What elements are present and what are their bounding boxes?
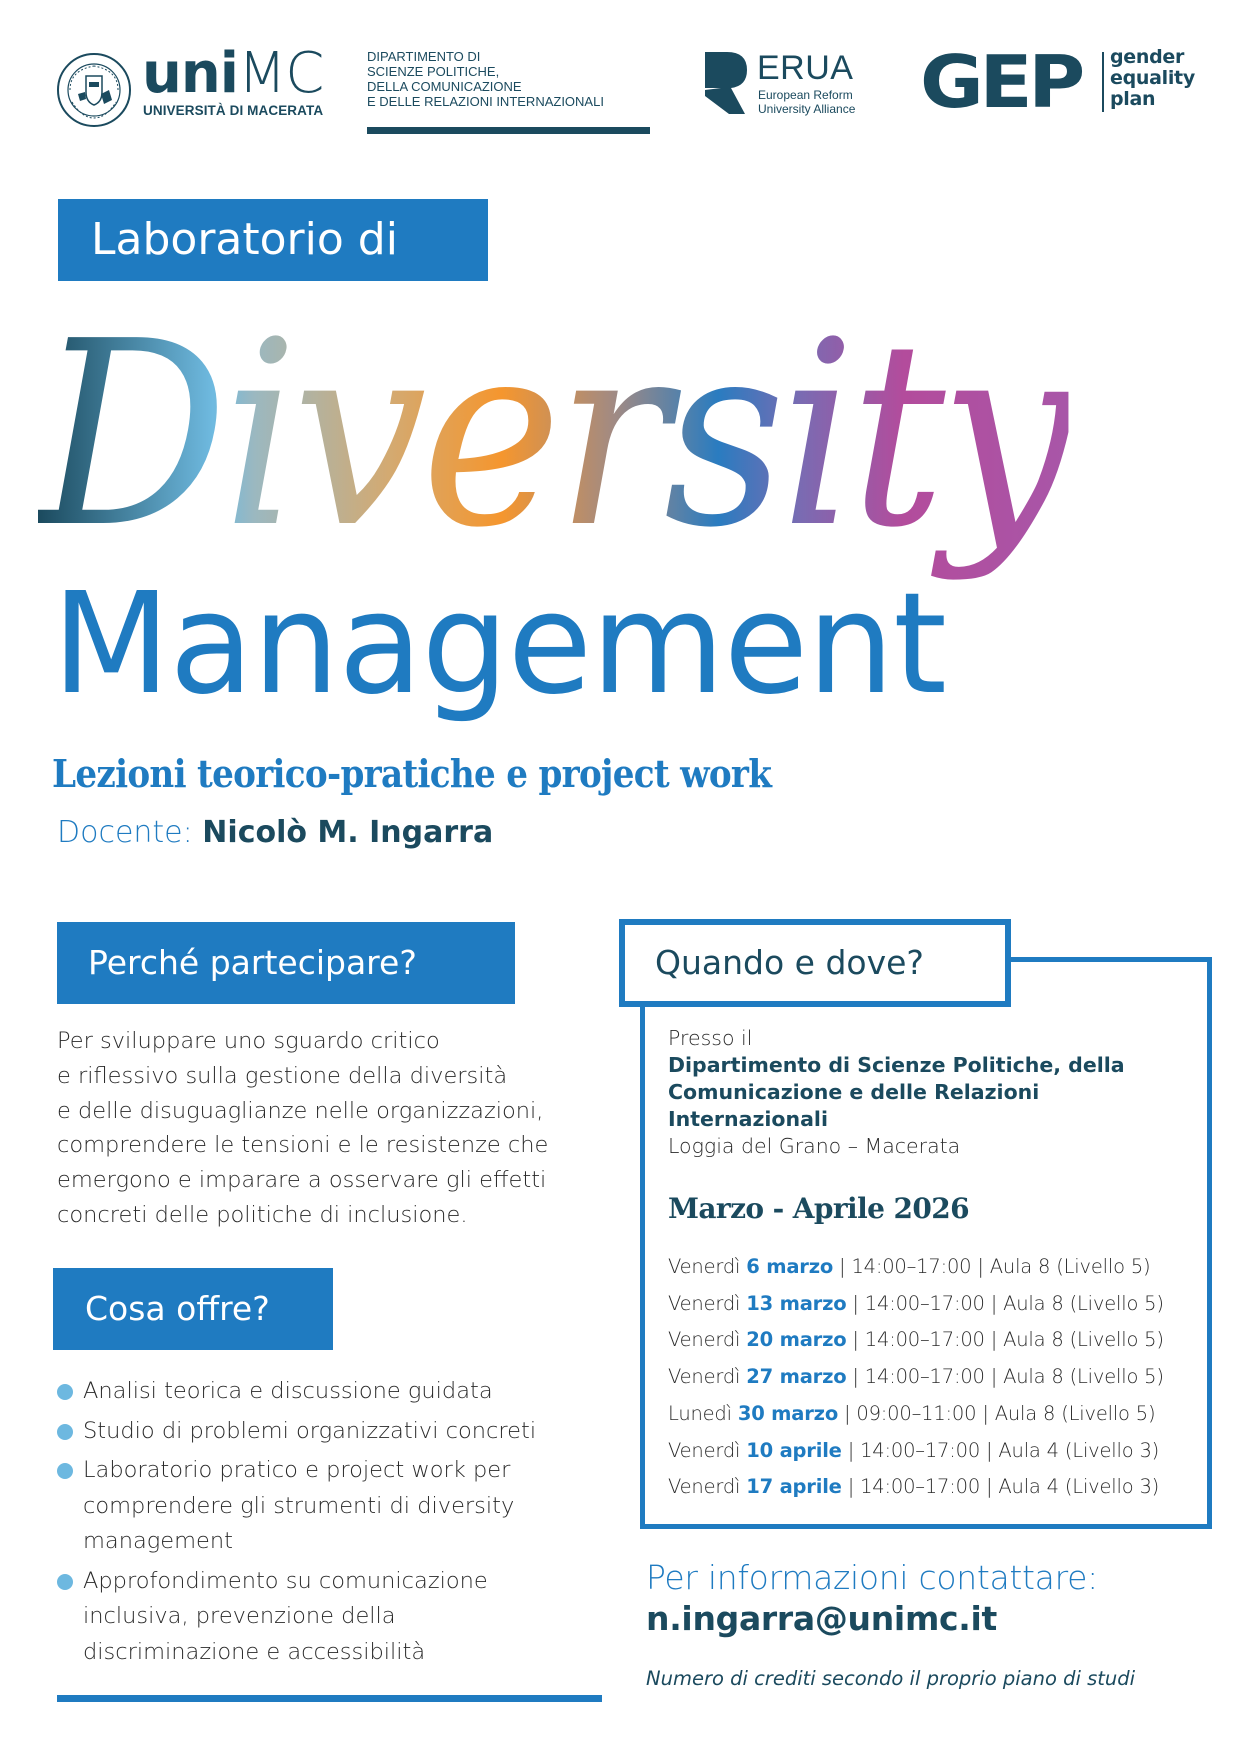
schedule-time: 14:00–17:00 — [860, 1438, 981, 1462]
schedule-row — [668, 1469, 1208, 1506]
separator: | — [846, 1365, 865, 1389]
schedule-date: 10 aprile — [746, 1438, 842, 1462]
title-diversity: Diversity — [38, 287, 1069, 584]
offer-item — [57, 1564, 557, 1671]
erua-logo-subtitle — [758, 88, 855, 116]
separator: | — [838, 1401, 857, 1425]
bullet-dot-icon — [57, 1574, 73, 1590]
separator: | — [980, 1438, 999, 1462]
docente-label: Docente: — [57, 815, 193, 850]
schedule-room: Aula 8 (Livello 5) — [1003, 1365, 1164, 1389]
offer-list — [57, 1374, 617, 1674]
why-line: e delle disuguaglianze nelle organizzazioni, — [57, 1097, 544, 1124]
bullet-dot-icon — [57, 1424, 73, 1440]
bullet-dot-icon — [57, 1384, 73, 1400]
schedule-room: Aula 8 (Livello 5) — [994, 1401, 1156, 1425]
period-heading: Marzo - Aprile 2026 — [668, 1192, 970, 1225]
bullet-dot-icon — [57, 1463, 73, 1479]
contact-label: Per informazioni contattare: — [646, 1558, 1098, 1597]
separator: | — [984, 1291, 1004, 1315]
schedule-day: Venerdì — [668, 1475, 741, 1499]
offer-item — [57, 1374, 617, 1410]
schedule-room: Aula 8 (Livello 5) — [1003, 1291, 1164, 1315]
erua-subtitle-line: University Alliance — [758, 102, 856, 116]
gep-logo-title: GEP — [920, 40, 1081, 124]
offer-item-text: Laboratorio pratico e project work per comprendere gli strumenti di diversity management — [83, 1457, 515, 1554]
schedule-list — [668, 1249, 1208, 1506]
schedule-row — [668, 1322, 1208, 1359]
subtitle: Lezioni teorico-pratiche e project work — [52, 751, 772, 796]
schedule-time: 14:00–17:00 — [864, 1328, 985, 1352]
why-heading: Perché partecipare? — [57, 922, 515, 1004]
erua-logo-title: ERUA — [757, 49, 854, 87]
unimc-logo-mc: MC — [237, 41, 324, 106]
separator: | — [846, 1291, 865, 1315]
title-management: Management — [52, 563, 947, 726]
separator: | — [971, 1255, 990, 1278]
department-line: DIPARTIMENTO DI — [367, 49, 481, 64]
department-underline — [367, 127, 650, 134]
department-line: E DELLE RELAZIONI INTERNAZIONALI — [367, 94, 604, 109]
department-line: DELLA COMUNICAZIONE — [367, 79, 522, 94]
unimc-logo-uni: uni — [142, 41, 238, 106]
unimc-logo-subtitle: UNIVERSITÀ DI MACERATA — [143, 103, 324, 118]
gep-subtitle-line: gender — [1110, 46, 1185, 68]
schedule-room: Aula 8 (Livello 5) — [1003, 1328, 1164, 1352]
title-prefix-badge: Laboratorio di — [58, 199, 488, 281]
venue-location: Loggia del Grano – Macerata — [668, 1134, 961, 1158]
schedule-room: Aula 4 (Livello 3) — [998, 1438, 1160, 1462]
schedule-day: Venerdì — [668, 1438, 741, 1462]
offer-item-text: Studio di problemi organizzativi concreti — [83, 1417, 537, 1444]
why-line: e riflessivo sulla gestione della diversità — [57, 1062, 508, 1089]
separator: | — [984, 1365, 1004, 1389]
offer-heading: Cosa offre? — [53, 1268, 333, 1350]
schedule-time: 14:00–17:00 — [860, 1475, 981, 1499]
credits-note: Numero di crediti secondo il proprio piano di studi — [646, 1667, 1136, 1690]
department-line: SCIENZE POLITICHE, — [367, 64, 500, 79]
schedule-date: 17 aprile — [746, 1475, 842, 1499]
schedule-day: Lunedì — [668, 1401, 732, 1425]
unimc-logo — [142, 41, 324, 106]
venue-presso: Presso il — [668, 1026, 753, 1050]
schedule-day: Venerdì — [668, 1365, 741, 1389]
schedule-time: 14:00–17:00 — [851, 1255, 972, 1278]
when-where-heading: Quando e dove? — [619, 919, 1011, 1007]
gep-subtitle-line: equality — [1110, 67, 1195, 89]
erua-r-mark-icon — [705, 52, 747, 114]
separator: | — [841, 1438, 861, 1462]
why-line: emergono e imparare a osservare gli effetti — [57, 1167, 547, 1194]
schedule-row — [668, 1359, 1208, 1396]
schedule-row — [668, 1286, 1208, 1323]
schedule-day: Venerdì — [668, 1291, 741, 1315]
schedule-time: 14:00–17:00 — [864, 1365, 985, 1389]
gep-subtitle-line: plan — [1110, 88, 1156, 110]
separator: | — [980, 1475, 999, 1499]
docente-line — [57, 813, 493, 853]
contact-email-link[interactable]: n.ingarra@unimc.it — [646, 1599, 998, 1638]
schedule-room: Aula 4 (Livello 3) — [998, 1475, 1160, 1499]
schedule-date: 13 marzo — [746, 1291, 847, 1315]
schedule-row — [668, 1249, 1208, 1286]
schedule-day: Venerdì — [668, 1328, 741, 1352]
schedule-row — [668, 1396, 1208, 1433]
docente-name: Nicolò M. Ingarra — [202, 815, 494, 850]
separator: | — [976, 1401, 995, 1425]
separator: | — [833, 1255, 852, 1278]
why-line: concreti delle politiche di inclusione. — [57, 1201, 468, 1228]
schedule-date: 6 marzo — [746, 1255, 834, 1278]
department-name-block — [367, 49, 604, 109]
schedule-date: 20 marzo — [746, 1328, 847, 1352]
schedule-time: 09:00–11:00 — [856, 1401, 977, 1425]
separator: | — [846, 1328, 865, 1352]
schedule-row — [668, 1433, 1208, 1470]
schedule-date: 30 marzo — [737, 1401, 839, 1425]
venue-department: Dipartimento di Scienze Politiche, della Comunicazione e delle Relazioni Internazionali — [668, 1053, 1125, 1131]
schedule-date: 27 marzo — [746, 1365, 847, 1389]
why-paragraph — [57, 1024, 597, 1233]
offer-item-text: Approfondimento su comunicazione inclusiva, prevenzione della discriminazione e accessibilità — [83, 1567, 488, 1665]
schedule-room: Aula 8 (Livello 5) — [989, 1255, 1151, 1278]
schedule-day: Venerdì — [668, 1255, 741, 1278]
separator: | — [841, 1475, 861, 1499]
university-seal-icon — [56, 52, 132, 128]
left-column-divider — [57, 1695, 602, 1702]
venue-block — [668, 1025, 1188, 1160]
separator: | — [984, 1328, 1004, 1352]
offer-item — [57, 1414, 617, 1450]
why-line: Per sviluppare uno sguardo critico — [57, 1028, 440, 1054]
offer-item-text: Analisi teorica e discussione guidata — [83, 1378, 493, 1404]
schedule-time: 14:00–17:00 — [864, 1291, 985, 1315]
gep-logo-subtitle — [1110, 47, 1195, 110]
erua-subtitle-line: European Reform — [758, 88, 853, 102]
gep-logo-separator — [1102, 52, 1104, 112]
why-line: comprendere le tensioni e le resistenze che — [57, 1132, 549, 1159]
offer-item — [57, 1453, 597, 1560]
